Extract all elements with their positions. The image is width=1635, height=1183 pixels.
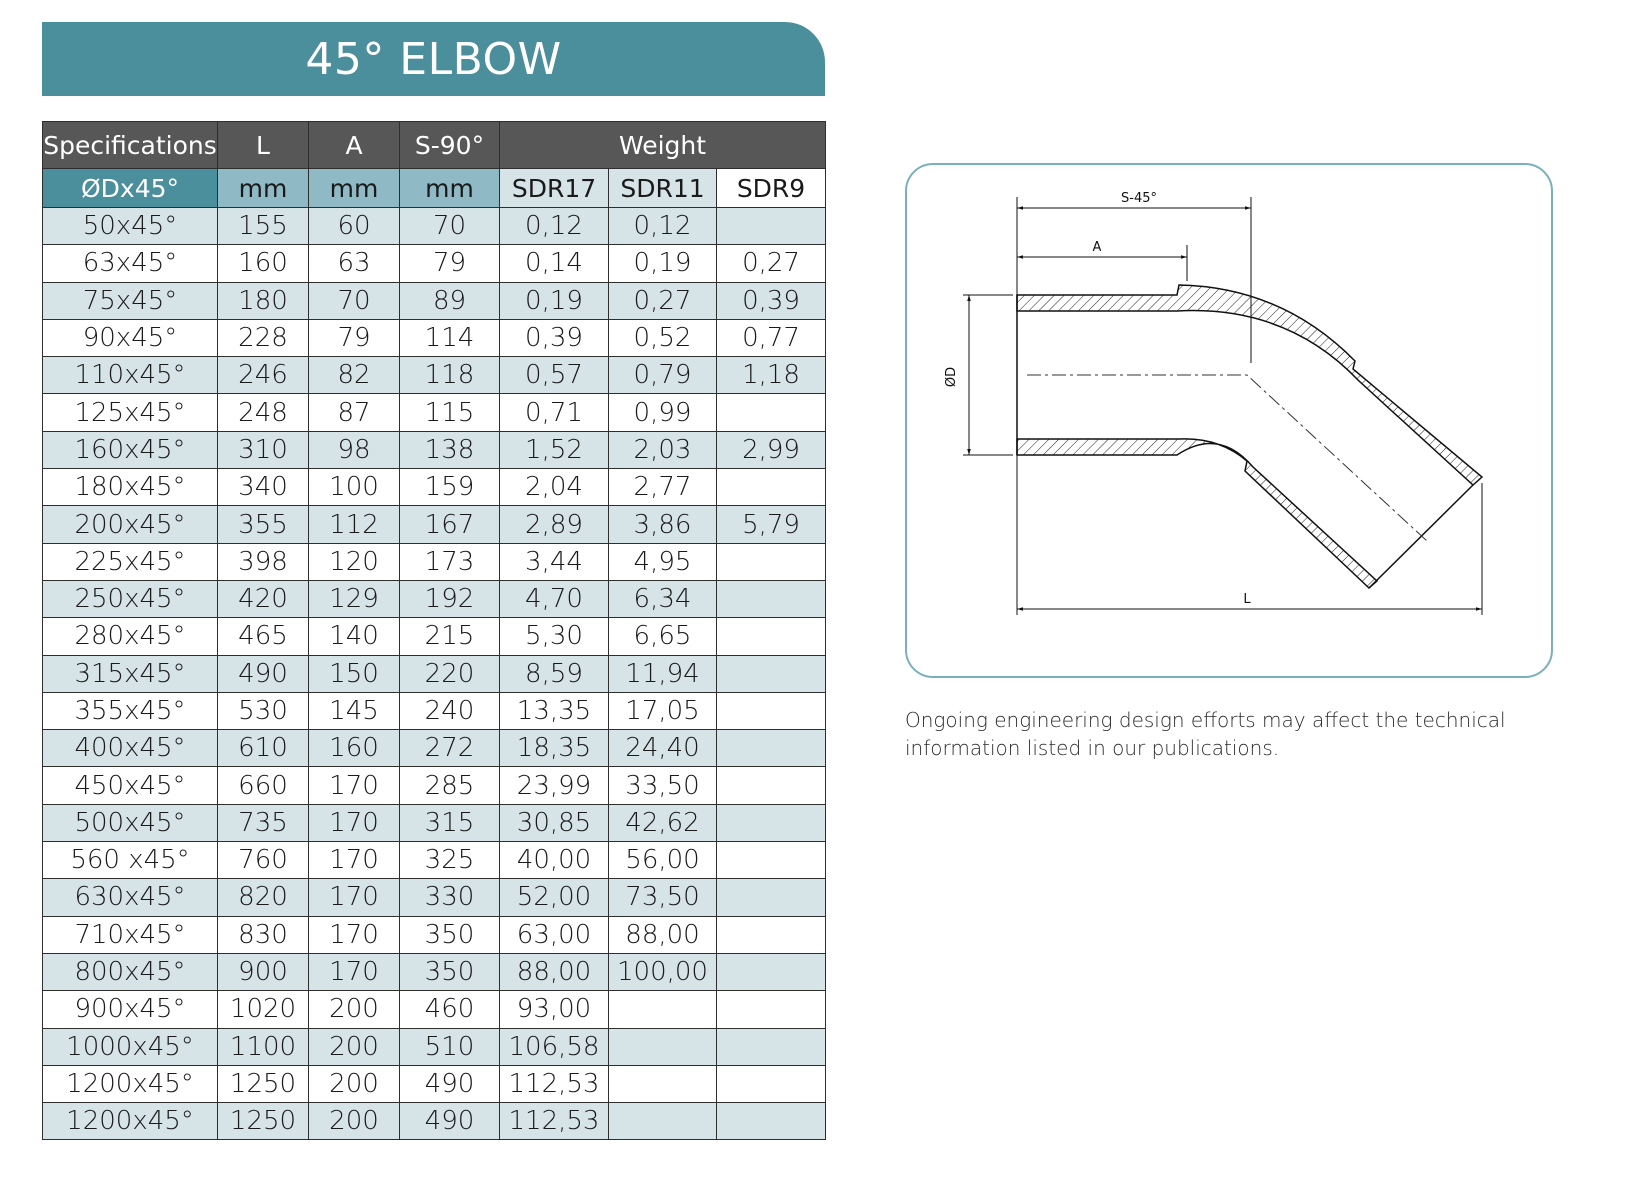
cell-sdr11: 2,03 [609,431,717,468]
cell-S: 490 [400,1065,500,1102]
cell-S: 220 [400,655,500,692]
cell-sdr11: 0,52 [609,319,717,356]
cell-A: 129 [309,580,400,617]
cell-sdr17: 13,35 [500,692,609,729]
elbow-drawing-panel [905,163,1553,678]
cell-A: 140 [309,618,400,655]
cell-A: 63 [309,245,400,282]
cell-diameter: 110x45° [43,357,218,394]
label-L: L [1243,592,1251,607]
cell-S: 240 [400,692,500,729]
cell-L: 830 [218,916,309,953]
cell-diameter: 250x45° [43,580,218,617]
cell-A: 170 [309,916,400,953]
cell-sdr11 [609,1103,717,1140]
cell-sdr11: 56,00 [609,842,717,879]
cell-L: 1100 [218,1028,309,1065]
table-row [43,655,826,692]
cell-sdr11: 42,62 [609,804,717,841]
label-D: ØD [944,366,959,388]
cell-S: 215 [400,618,500,655]
cell-L: 900 [218,953,309,990]
cell-sdr17: 112,53 [500,1103,609,1140]
table-row [43,916,826,953]
table-row [43,580,826,617]
cell-A: 87 [309,394,400,431]
cell-sdr9 [717,655,826,692]
label-A: A [1092,240,1102,255]
cell-L: 760 [218,842,309,879]
subheader-L-unit: mm [218,169,309,208]
elbow-inner-wall [1017,439,1377,588]
cell-sdr9 [717,469,826,506]
cell-sdr17: 2,04 [500,469,609,506]
cell-S: 89 [400,282,500,319]
cell-sdr17: 3,44 [500,543,609,580]
subheader-S-unit: mm [400,169,500,208]
cell-A: 170 [309,953,400,990]
cell-S: 325 [400,842,500,879]
cell-sdr17: 30,85 [500,804,609,841]
cell-L: 340 [218,469,309,506]
cell-sdr9: 5,79 [717,506,826,543]
cell-sdr11: 4,95 [609,543,717,580]
cell-L: 530 [218,692,309,729]
table-row [43,543,826,580]
cell-A: 82 [309,357,400,394]
cell-diameter: 50x45° [43,208,218,245]
subheader-diameter: ØDx45° [43,169,218,208]
cell-sdr9 [717,208,826,245]
cell-S: 138 [400,431,500,468]
cell-sdr9 [717,394,826,431]
cell-L: 490 [218,655,309,692]
cell-diameter: 200x45° [43,506,218,543]
cell-S: 118 [400,357,500,394]
table-row [43,245,826,282]
cell-L: 610 [218,730,309,767]
elbow-technical-drawing [907,165,1555,680]
cell-A: 70 [309,282,400,319]
cell-S: 272 [400,730,500,767]
table-subheader-row [43,169,826,208]
cell-L: 398 [218,543,309,580]
cell-L: 180 [218,282,309,319]
cell-A: 200 [309,1065,400,1102]
cell-diameter: 160x45° [43,431,218,468]
cell-A: 145 [309,692,400,729]
cell-diameter: 450x45° [43,767,218,804]
cell-S: 192 [400,580,500,617]
cell-S: 330 [400,879,500,916]
cell-diameter: 710x45° [43,916,218,953]
cell-sdr11: 6,34 [609,580,717,617]
table-row [43,618,826,655]
cell-sdr9: 1,18 [717,357,826,394]
cell-sdr9 [717,543,826,580]
cell-diameter: 900x45° [43,991,218,1028]
cell-sdr11: 17,05 [609,692,717,729]
table-row [43,431,826,468]
cell-sdr9 [717,879,826,916]
cell-sdr9: 2,99 [717,431,826,468]
cell-sdr17: 112,53 [500,1065,609,1102]
table-row [43,879,826,916]
cell-sdr17: 2,89 [500,506,609,543]
table-row [43,282,826,319]
cell-L: 155 [218,208,309,245]
cell-diameter: 180x45° [43,469,218,506]
cell-S: 510 [400,1028,500,1065]
cell-L: 735 [218,804,309,841]
cell-A: 170 [309,767,400,804]
cell-sdr9 [717,953,826,990]
cell-L: 420 [218,580,309,617]
cell-sdr17: 5,30 [500,618,609,655]
table-row [43,208,826,245]
cell-sdr17: 23,99 [500,767,609,804]
cell-S: 460 [400,991,500,1028]
table-row [43,842,826,879]
cell-S: 79 [400,245,500,282]
cell-sdr11: 0,19 [609,245,717,282]
cell-S: 159 [400,469,500,506]
cell-sdr17: 0,57 [500,357,609,394]
cell-L: 1020 [218,991,309,1028]
cell-L: 1250 [218,1065,309,1102]
cell-A: 112 [309,506,400,543]
cell-L: 248 [218,394,309,431]
cell-S: 173 [400,543,500,580]
cell-A: 150 [309,655,400,692]
cell-diameter: 63x45° [43,245,218,282]
table-row [43,767,826,804]
header-specifications: Specifications [43,122,218,169]
cell-sdr9 [717,804,826,841]
table-row [43,506,826,543]
cell-sdr9 [717,692,826,729]
cell-diameter: 1000x45° [43,1028,218,1065]
cell-sdr17: 52,00 [500,879,609,916]
cell-A: 60 [309,208,400,245]
cell-diameter: 560 x45° [43,842,218,879]
cell-sdr9 [717,991,826,1028]
cell-S: 167 [400,506,500,543]
cell-S: 490 [400,1103,500,1140]
label-S: S-45° [1121,191,1157,206]
cell-sdr9 [717,842,826,879]
cell-sdr17: 40,00 [500,842,609,879]
cell-L: 820 [218,879,309,916]
table-row [43,730,826,767]
cell-sdr17: 93,00 [500,991,609,1028]
cell-sdr11: 73,50 [609,879,717,916]
cell-sdr11: 100,00 [609,953,717,990]
cell-sdr9: 0,27 [717,245,826,282]
cell-diameter: 1200x45° [43,1103,218,1140]
cell-A: 120 [309,543,400,580]
table-row [43,357,826,394]
cell-sdr17: 0,19 [500,282,609,319]
cell-sdr11: 0,27 [609,282,717,319]
elbow-centerline [1027,375,1427,541]
cell-diameter: 225x45° [43,543,218,580]
table-header-row [43,122,826,169]
cell-sdr9 [717,618,826,655]
cell-S: 70 [400,208,500,245]
cell-diameter: 400x45° [43,730,218,767]
table-row [43,319,826,356]
cell-A: 170 [309,879,400,916]
cell-sdr11: 2,77 [609,469,717,506]
cell-sdr11: 0,99 [609,394,717,431]
header-weight: Weight [500,122,826,169]
table-row [43,1028,826,1065]
cell-sdr17: 88,00 [500,953,609,990]
cell-sdr9 [717,580,826,617]
cell-sdr11: 11,94 [609,655,717,692]
cell-L: 160 [218,245,309,282]
cell-sdr11 [609,1028,717,1065]
cell-L: 246 [218,357,309,394]
table-row [43,692,826,729]
cell-sdr9 [717,1065,826,1102]
cell-L: 310 [218,431,309,468]
cell-sdr17: 0,39 [500,319,609,356]
table-row [43,469,826,506]
cell-A: 79 [309,319,400,356]
spec-table [42,121,826,1140]
disclaimer-note: Ongoing engineering design efforts may affect the technical information listed in our publications. [905,708,1506,760]
cell-S: 350 [400,953,500,990]
table-row [43,804,826,841]
cell-diameter: 315x45° [43,655,218,692]
cell-A: 200 [309,1103,400,1140]
cell-diameter: 75x45° [43,282,218,319]
cell-A: 170 [309,842,400,879]
cell-sdr17: 18,35 [500,730,609,767]
cell-sdr9 [717,916,826,953]
table-row [43,991,826,1028]
subheader-sdr17: SDR17 [500,169,609,208]
cell-sdr17: 0,14 [500,245,609,282]
cell-diameter: 1200x45° [43,1065,218,1102]
cell-L: 660 [218,767,309,804]
elbow-end-face [1369,485,1473,588]
cell-A: 160 [309,730,400,767]
cell-S: 285 [400,767,500,804]
cell-L: 228 [218,319,309,356]
cell-sdr17: 0,71 [500,394,609,431]
cell-A: 98 [309,431,400,468]
cell-sdr11: 6,65 [609,618,717,655]
cell-diameter: 630x45° [43,879,218,916]
cell-A: 100 [309,469,400,506]
cell-sdr9 [717,730,826,767]
table-row [43,1065,826,1102]
subheader-sdr9: SDR9 [717,169,826,208]
table-row [43,953,826,990]
cell-L: 355 [218,506,309,543]
spec-table-body [43,208,826,1140]
cell-L: 465 [218,618,309,655]
cell-A: 170 [309,804,400,841]
cell-sdr11: 24,40 [609,730,717,767]
header-L: L [218,122,309,169]
header-A: A [309,122,400,169]
table-row [43,394,826,431]
cell-sdr9 [717,767,826,804]
cell-sdr11 [609,1065,717,1102]
cell-sdr9 [717,1103,826,1140]
cell-diameter: 355x45° [43,692,218,729]
cell-sdr17: 4,70 [500,580,609,617]
cell-sdr17: 1,52 [500,431,609,468]
cell-sdr9: 0,77 [717,319,826,356]
cell-S: 350 [400,916,500,953]
cell-sdr11: 0,12 [609,208,717,245]
cell-sdr17: 63,00 [500,916,609,953]
cell-sdr11: 33,50 [609,767,717,804]
cell-sdr11 [609,991,717,1028]
cell-sdr11: 0,79 [609,357,717,394]
cell-sdr11: 88,00 [609,916,717,953]
table-row [43,1103,826,1140]
cell-diameter: 125x45° [43,394,218,431]
cell-diameter: 280x45° [43,618,218,655]
header-S: S-90° [400,122,500,169]
cell-sdr17: 0,12 [500,208,609,245]
cell-S: 115 [400,394,500,431]
cell-sdr17: 106,58 [500,1028,609,1065]
cell-diameter: 800x45° [43,953,218,990]
page-title [42,22,825,96]
cell-S: 315 [400,804,500,841]
cell-S: 114 [400,319,500,356]
subheader-A-unit: mm [309,169,400,208]
subheader-sdr11: SDR11 [609,169,717,208]
cell-sdr17: 8,59 [500,655,609,692]
cell-sdr9: 0,39 [717,282,826,319]
cell-diameter: 500x45° [43,804,218,841]
cell-A: 200 [309,1028,400,1065]
cell-L: 1250 [218,1103,309,1140]
cell-A: 200 [309,991,400,1028]
cell-diameter: 90x45° [43,319,218,356]
page-title-text: 45° ELBOW [305,33,562,85]
cell-sdr9 [717,1028,826,1065]
cell-sdr11: 3,86 [609,506,717,543]
